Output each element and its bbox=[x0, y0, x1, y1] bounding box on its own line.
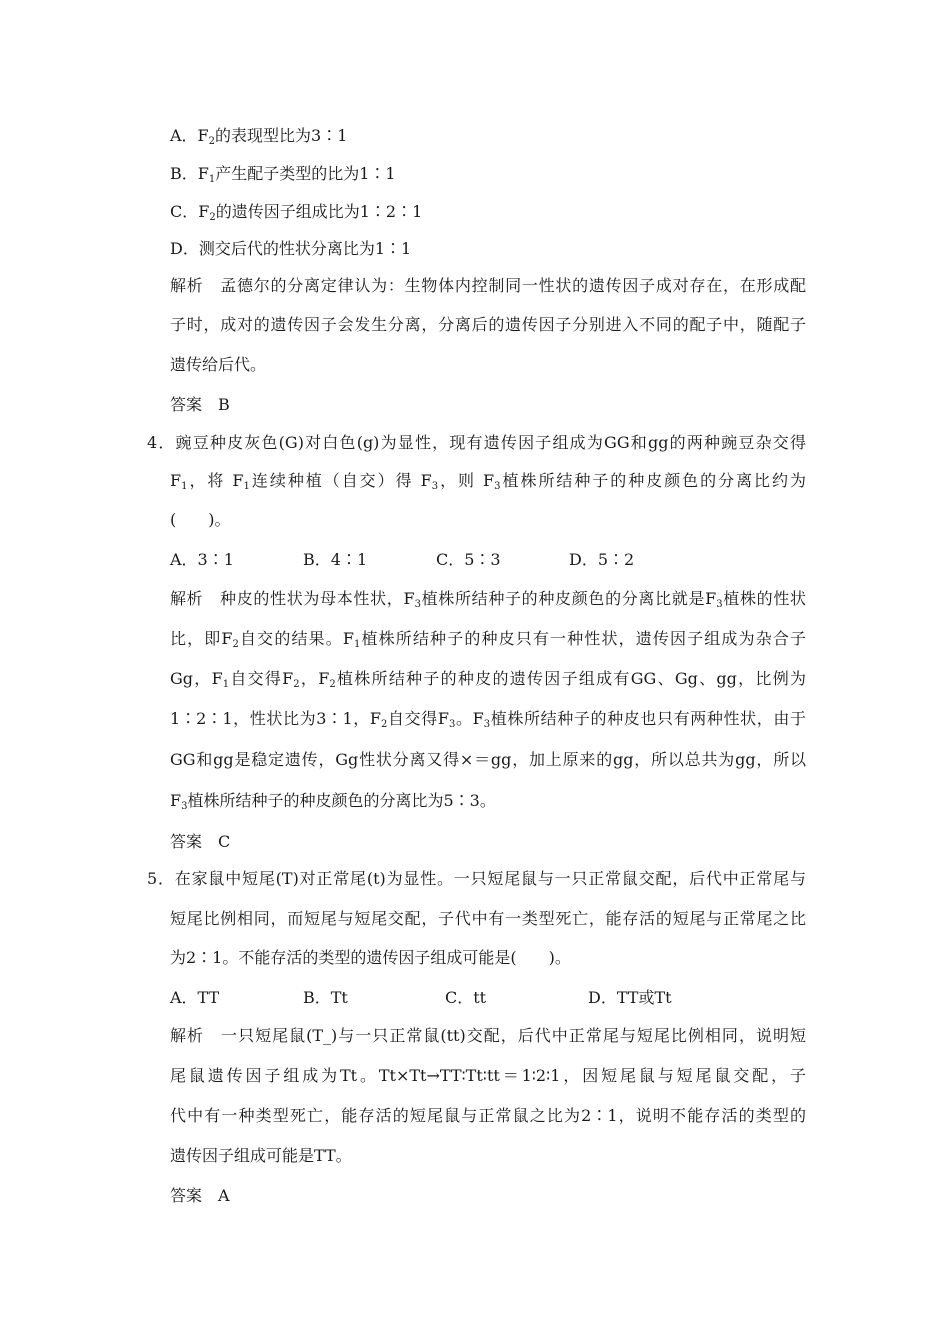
q4-stem-line: ( )。 bbox=[170, 510, 231, 529]
q3-analysis-line: 解析 孟德尔的分离定律认为：生物体内控制同一性状的遗传因子成对存在，在形成配 bbox=[170, 276, 806, 295]
q5-option-a: A．TT bbox=[170, 988, 220, 1007]
q4-option-b: B．4∶1 bbox=[303, 550, 368, 569]
q3-answer: 答案 B bbox=[170, 395, 230, 414]
q4-answer: 答案 C bbox=[170, 832, 231, 851]
q5-option-c: C．tt bbox=[445, 988, 487, 1007]
q4-analysis-line: $F_3$植株所结种子的种皮颜色的分离比为5∶3。 bbox=[170, 791, 496, 812]
q5-analysis-line: 尾鼠遗传因子组成为Tt。Tt×Tt→TT∶Tt∶tt＝1∶2∶1，因短尾鼠与短尾鼠交配，子 bbox=[170, 1066, 806, 1085]
q3-analysis-line: 子时，成对的遗传因子会发生分离，分离后的遗传因子分别进入不同的配子中，随配子 bbox=[170, 315, 806, 334]
q3-option-c: C．$F_2$的遗传因子组成比为1∶2∶1 bbox=[170, 202, 423, 223]
q4-analysis-line: GG和gg是稳定遗传，Gg性状分离又得×＝gg，加上原来的gg，所以总共为gg，所以 bbox=[170, 750, 806, 769]
q4-analysis-line: 1∶2∶1，性状比为3∶1，$F_2$自交得$F_3$。$F_3$植株所结种子的种皮也只有两种性状，由于 bbox=[170, 709, 806, 730]
q3-option-d: D．测交后代的性状分离比为1∶1 bbox=[170, 239, 412, 258]
q3-option-a: A．$F_2$的表现型比为3∶1 bbox=[170, 126, 348, 147]
q5-option-d: D．TT或Tt bbox=[588, 988, 672, 1007]
q4-analysis-line: Gg，$F_1$自交得$F_2$，$F_2$植株所结种子的种皮的遗传因子组成有GG、Gg、gg，比例为 bbox=[170, 669, 806, 690]
q5-option-b: B．Tt bbox=[303, 988, 348, 1007]
q5-analysis-line: 解析 一只短尾鼠(T_)与一只正常鼠(tt)交配，后代中正常尾与短尾比例相同，说明短 bbox=[170, 1026, 806, 1045]
q4-option-d: D．5∶2 bbox=[569, 550, 635, 569]
q4-stem-line: 4．豌豆种皮灰色(G)对白色(g)为显性，现有遗传因子组成为GG和gg的两种豌豆杂交得 bbox=[147, 433, 806, 452]
q5-stem-line: 短尾比例相同，而短尾与短尾交配，子代中有一类型死亡，能存活的短尾与正常尾之比 bbox=[170, 909, 806, 928]
q4-option-a: A．3∶1 bbox=[170, 550, 234, 569]
q5-stem-line: 5．在家鼠中短尾(T)对正常尾(t)为显性。一只短尾鼠与一只正常鼠交配，后代中正常尾与 bbox=[147, 869, 806, 888]
q3-option-b: B．$F_1$产生配子类型的比为1∶1 bbox=[170, 164, 396, 185]
q4-analysis-line: 解析 种皮的性状为母本性状，$F_3$植株所结种子的种皮颜色的分离比就是$F_3$植株的性状 bbox=[170, 589, 806, 610]
q5-answer: 答案 A bbox=[170, 1186, 230, 1205]
q5-analysis-line: 代中有一种类型死亡，能存活的短尾鼠与正常鼠之比为2∶1，说明不能存活的类型的 bbox=[170, 1106, 806, 1125]
q3-analysis-line: 遗传给后代。 bbox=[170, 355, 267, 374]
q5-stem-line: 为2∶1。不能存活的类型的遗传因子组成可能是( )。 bbox=[170, 948, 571, 967]
q4-analysis-line: 比，即$F_2$自交的结果。$F_1$植株所结种子的种皮只有一种性状，遗传因子组成为杂合子 bbox=[170, 629, 806, 650]
q4-option-c: C．5∶3 bbox=[436, 550, 501, 569]
q4-stem-line: $F_1$，将 $F_1$连续种植（自交）得 $F_3$，则 $F_3$植株所结种子的种皮颜色的分离比约为 bbox=[170, 471, 806, 492]
q5-analysis-line: 遗传因子组成可能是TT。 bbox=[170, 1146, 352, 1165]
